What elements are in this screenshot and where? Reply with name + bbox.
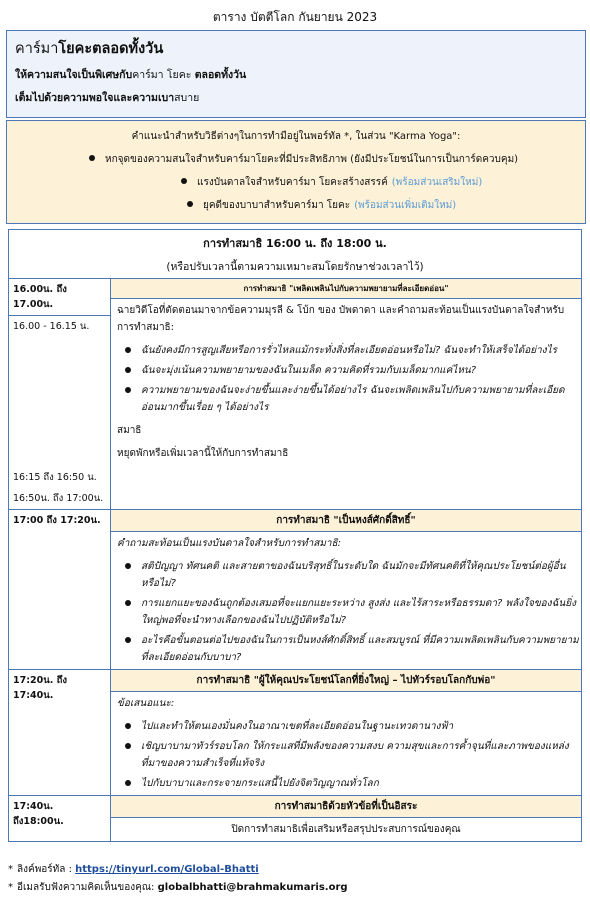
time-label: 16.00น. ถึง 17.00น. xyxy=(9,279,110,316)
list-item: สติปัญญา ทัศนคติ และสายตาของฉันบริสุทธิ์ในระดับใด ฉันมักจะมีทัศนคติที่ให้คุณประโยชน์ต่อผู้อื่นหรือไม่? xyxy=(111,558,581,592)
karma-line2-normal: สบาย xyxy=(174,92,200,104)
email-link[interactable]: globalbhatti@brahmakumaris.org xyxy=(157,882,348,893)
block-paragraph: ฉายวิดีโอที่ตัดตอนมาจากข้อความมุรลี & โบ้ก ของ บัพดาดา และคำถามสะท้อนเป็นแรงบันดาลใจสำหรับการทำสมาธิ: xyxy=(117,305,565,333)
bullet-icon xyxy=(181,178,187,184)
tip-text: ยุคดีของบาบาสำหรับคาร์มา โยคะ xyxy=(203,200,351,211)
time-column xyxy=(9,796,111,841)
tip-item xyxy=(13,198,579,213)
block-text: ปิดการทำสมาธิเพื่อเสริมหรือสรุปประสบการณ์ของคุณ xyxy=(231,824,461,835)
reflection-list xyxy=(111,342,581,416)
karma-line2-bold: เต็มไปด้วยความพอใจและความเบา xyxy=(15,92,175,104)
schedule-subtitle: (หรือปรับเวลานี้ตามความเหมาะสมโดยรักษาช่วงเวลาไว้) xyxy=(166,261,424,273)
samadhi-text: สมาธิ xyxy=(117,425,142,436)
footer-email: * อีเมลรับฟังความคิดเห็นของคุณ: globalbhatti@brahmakumaris.org xyxy=(8,882,348,893)
time-column xyxy=(9,279,111,509)
time-label: 17:40น. ถึง18:00น. xyxy=(13,801,64,827)
time-label: 17:20น. ถึง 17:40น. xyxy=(13,675,68,701)
schedule-header xyxy=(9,230,581,279)
karma-line-1 xyxy=(15,66,577,83)
karma-line1-bold: ให้ความสนใจเป็นพิเศษกับ xyxy=(15,69,133,81)
list-item: เชิญบาบามาทัวร์รอบโลก ให้กระแสที่มีพลังของความสงบ ความสุขและการค้ำจุนที่และภาพของแหล่งที่มาของความสำเร็จที่แท้จริง xyxy=(111,738,581,772)
bullet-icon xyxy=(89,155,95,161)
karma-line-2 xyxy=(15,89,577,106)
block-intro: คำถามสะท้อนเป็นแรงบันดาลใจสำหรับการทำสมาธิ: xyxy=(117,538,341,549)
footer-portal: * ลิงค์พอร์ทัล : https://tinyurl.com/Global-Bhatti xyxy=(8,864,259,875)
tip-item xyxy=(13,175,579,190)
tip-text: แรงบันดาลใจสำหรับคาร์มา โยคะสร้างสรรค์ xyxy=(197,177,388,188)
time-sub: 16.00 - 16.15 น. xyxy=(13,321,90,332)
karma-line1-normal: คาร์มา โยคะ xyxy=(132,69,195,81)
email-label: อีเมลรับฟังความคิดเห็นของคุณ: xyxy=(17,882,158,893)
list-item: ไปและทำให้ตนเองมั่นคงในอาณาเขตที่ละเอียดอ่อนในฐานะเทวดานางฟ้า xyxy=(111,718,581,735)
schedule-row-1 xyxy=(9,279,581,510)
block-intro: ข้อเสนอแนะ: xyxy=(117,698,175,709)
time-label: 17:00 ถึง 17:20น. xyxy=(13,515,101,526)
reflection-list xyxy=(111,558,581,666)
list-item: ฉันยังคงมีการสูญเสียหรือการรั่วไหลแม้กระทั่งสิ่งที่ละเอียดอ่อนหรือไม่? ฉันจะทำให้เสร็จได้อย่างไร xyxy=(111,342,581,359)
tip-item xyxy=(13,152,579,167)
karma-title-normal: คาร์มา xyxy=(15,41,59,57)
schedule-title: การทำสมาธิ 16:00 น. ถึง 18:00 น. xyxy=(203,237,387,250)
block-title: การทำสมาธิด้วยหัวข้อที่เป็นอิสระ xyxy=(111,796,581,818)
tips-box xyxy=(6,120,586,224)
portal-link[interactable]: https://tinyurl.com/Global-Bhatti xyxy=(75,864,259,875)
list-item: การแยกแยะของฉันถูกต้องเสมอที่จะแยกแยะระหว่าง สูงส่ง และไร้สาระหรือธรรมดา? พลังใจของฉันยิ่งใหญ่พอที่จะนำทางเลือกของฉันไปปฏิบัติหรือไม่? xyxy=(111,595,581,629)
page-title: ตาราง บัตตีโลก กันยายน 2023 xyxy=(212,10,378,24)
content-column xyxy=(111,670,581,795)
list-item: อะไรคือขั้นตอนต่อไปของฉันในการเป็นหงส์ศักดิ์สิทธิ์ และสมบูรณ์ ที่มีความเพลิดเพลินกับความพยายามที่ละเอียดอ่อนกับบาบา? xyxy=(111,632,581,666)
suggestion-list xyxy=(111,718,581,792)
time-column xyxy=(9,670,111,795)
block-title: การทำสมาธิ "ผู้ให้คุณประโยชน์โลกที่ยิ่งใหญ่ – ไปทัวร์รอบโลกกับพ่อ" xyxy=(111,670,581,692)
schedule-row-2 xyxy=(9,510,581,670)
list-item: ไปกับบาบาและกระจายกระแสนี้ไปยังจิตวิญญาณทั่วโลก xyxy=(111,775,581,792)
tips-intro: คำแนะนำสำหรับวิธีต่างๆในการทำมือยู่ในพอร์ทัล *, ในส่วน "Karma Yoga": xyxy=(131,131,461,142)
bullet-icon xyxy=(187,201,193,207)
tip-note: (พร้อมส่วนเสริมใหม่) xyxy=(391,177,483,188)
tip-text: หกจุดของความสนใจสำหรับคาร์มาโยคะที่มีประสิทธิภาพ (ยังมีประโยชน์ในการเป็นการ์ดควบคุม) xyxy=(105,154,519,165)
schedule-table xyxy=(8,229,582,842)
karma-line1-bold2: ตลอดทั้งวัน xyxy=(194,69,247,81)
portal-label: ลิงค์พอร์ทัล : xyxy=(17,864,76,875)
tip-note: (พร้อมส่วนเพิ่มเติมใหม่) xyxy=(354,200,457,211)
list-item: ความพยายามของฉันจะง่ายขึ้นและง่ายขึ้นได้อย่างไร ฉันจะเพลิดเพลินไปกับความพยายามที่ละเอียดอ่อนมากขึ้นเรื่อย ๆ ได้อย่างไร xyxy=(111,382,581,416)
list-item: ฉันจะมุ่งเน้นความพยายามของฉันในเมล็ด ความคิดที่รวมกับเมล็ดมากแค่ไหน? xyxy=(111,362,581,379)
content-column xyxy=(111,510,581,669)
rest-text: หยุดพักหรือเพิ่มเวลานี้ให้กับการทำสมาธิ xyxy=(117,448,289,459)
block-title: การทำสมาธิ "เป็นหงส์ศักดิ์สิทธิ์" xyxy=(111,510,581,532)
content-column xyxy=(111,279,581,509)
karma-yoga-heading xyxy=(15,37,577,60)
karma-yoga-box xyxy=(6,30,586,118)
time-column xyxy=(9,510,111,669)
time-sub: 16:15 ถึง 16:50 น. xyxy=(13,472,97,483)
block-title: การทำสมาธิ "เพลิดเพลินไปกับความพยายามที่ละเอียดอ่อน" xyxy=(111,279,581,299)
schedule-row-3 xyxy=(9,670,581,796)
time-sub: 16:50น. ถึง 17:00น. xyxy=(13,493,104,504)
karma-title-bold: โยคะตลอดทั้งวัน xyxy=(58,41,164,57)
schedule-row-4 xyxy=(9,796,581,841)
content-column xyxy=(111,796,581,841)
